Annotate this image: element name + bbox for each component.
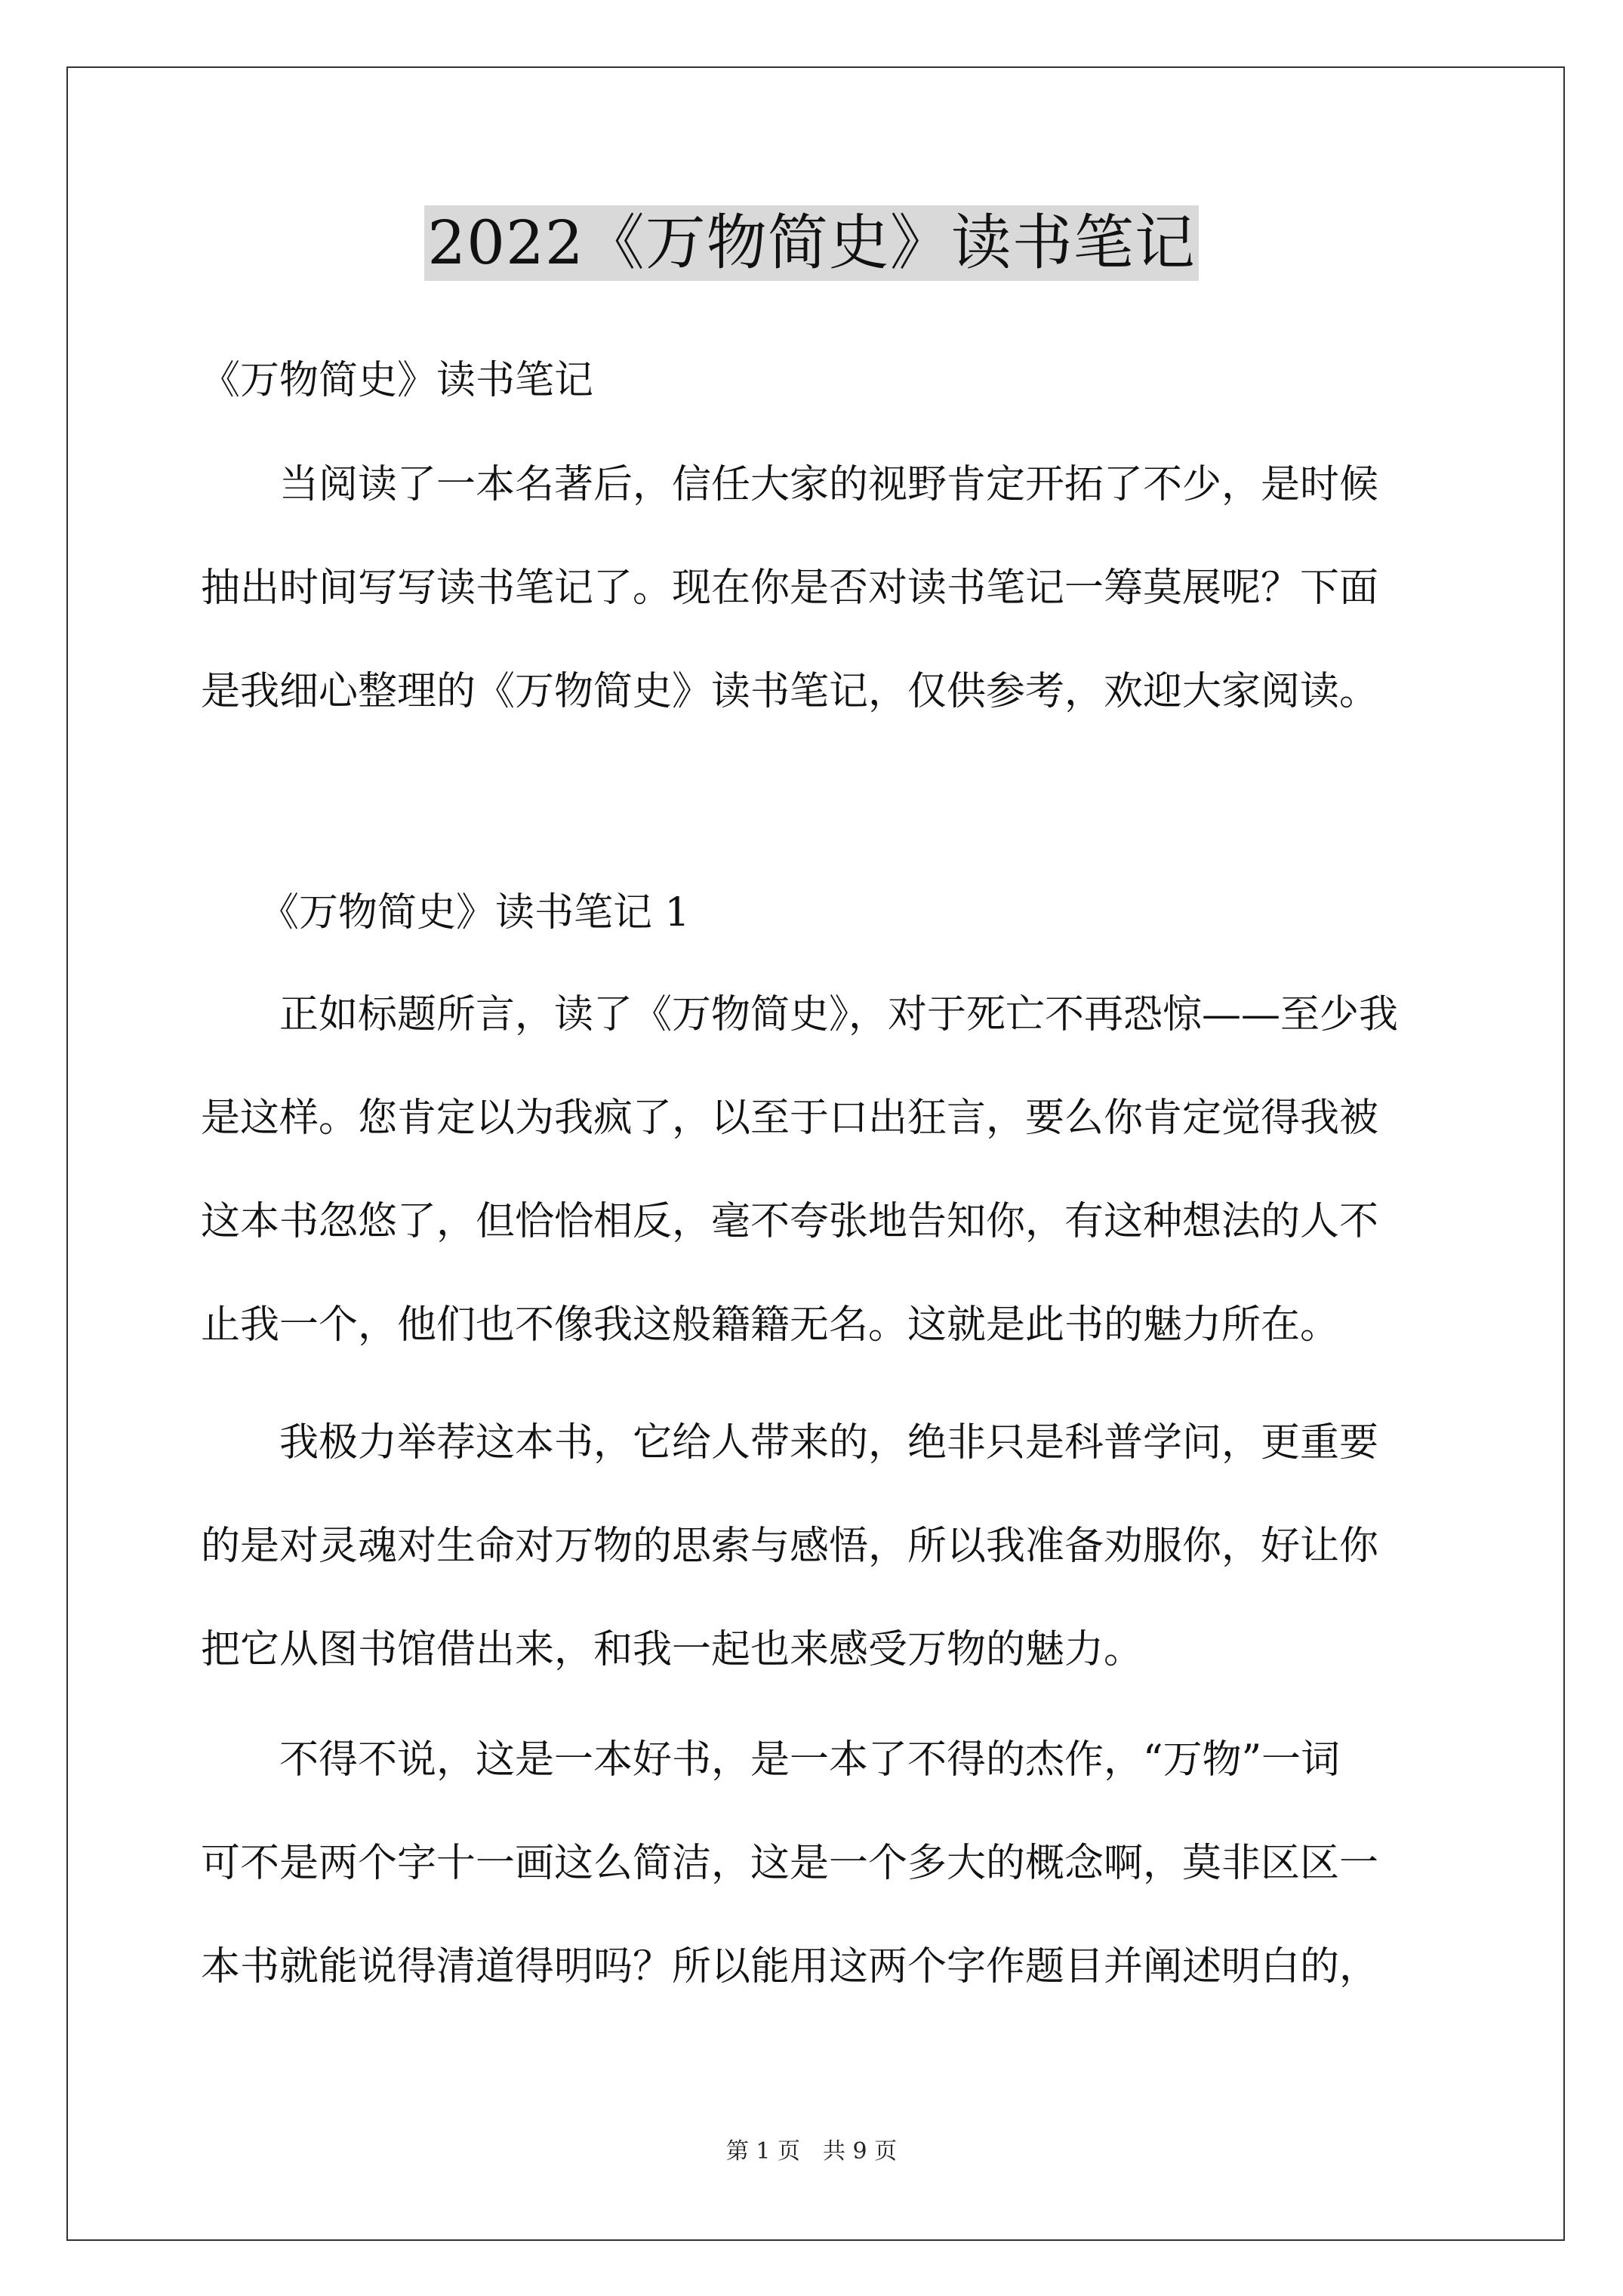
paragraph-2 xyxy=(201,1420,1431,1672)
paragraph-3-line-1: 不得不说，这是一本好书，是一本了不得的杰作，“万物”一词 xyxy=(201,1737,1341,1783)
document-title: 2022《万物简史》读书笔记 xyxy=(424,205,1199,281)
page-number-current: 第 1 页 xyxy=(725,2138,800,2165)
paragraph-1-line-1: 正如标题所言，读了《万物简史》，对于死亡不再恐惊——至少我 xyxy=(201,992,1399,1037)
title-container xyxy=(0,205,1623,281)
page-number-total: 共 9 页 xyxy=(823,2138,898,2165)
paragraph-3-line-2: 可不是两个字十一画这么简洁，这是一个多大的概念啊，莫非区区一 xyxy=(201,1841,1379,1886)
paragraph-3-line-3: 本书就能说得清道得明吗？所以能用这两个字作题目并阐述明白的， xyxy=(201,1944,1379,1989)
paragraph-1-line-4: 止我一个，他们也不像我这般籍籍无名。这就是此书的魅力所在。 xyxy=(201,1302,1340,1348)
intro-line-1: 当阅读了一本名著后，信任大家的视野肯定开拓了不少，是时候 xyxy=(201,462,1379,507)
intro-paragraph xyxy=(201,462,1431,714)
paragraph-2-line-1: 我极力举荐这本书，它给人带来的，绝非只是科普学问，更重要 xyxy=(201,1420,1379,1465)
paragraph-3 xyxy=(201,1737,1431,1989)
section-heading: 《万物简史》读书笔记 1 xyxy=(201,890,690,935)
paragraph-2-line-2: 的是对灵魂对生命对万物的思索与感悟，所以我准备劝服你，好让你 xyxy=(201,1524,1379,1569)
document-subtitle: 《万物简史》读书笔记 xyxy=(201,358,594,403)
paragraph-1-line-3: 这本书忽悠了，但恰恰相反，毫不夸张地告知你，有这种想法的人不 xyxy=(201,1199,1379,1244)
intro-line-3: 是我细心整理的《万物简史》读书笔记，仅供参考，欢迎大家阅读。 xyxy=(201,669,1379,714)
paragraph-1 xyxy=(201,992,1431,1348)
page-footer xyxy=(0,2137,1623,2167)
intro-line-2: 抽出时间写写读书笔记了。现在你是否对读书笔记一筹莫展呢？下面 xyxy=(201,566,1379,611)
paragraph-2-line-3: 把它从图书馆借出来，和我一起也来感受万物的魅力。 xyxy=(201,1627,1144,1672)
paragraph-1-line-2: 是这样。您肯定以为我疯了，以至于口出狂言，要么你肯定觉得我被 xyxy=(201,1096,1379,1141)
